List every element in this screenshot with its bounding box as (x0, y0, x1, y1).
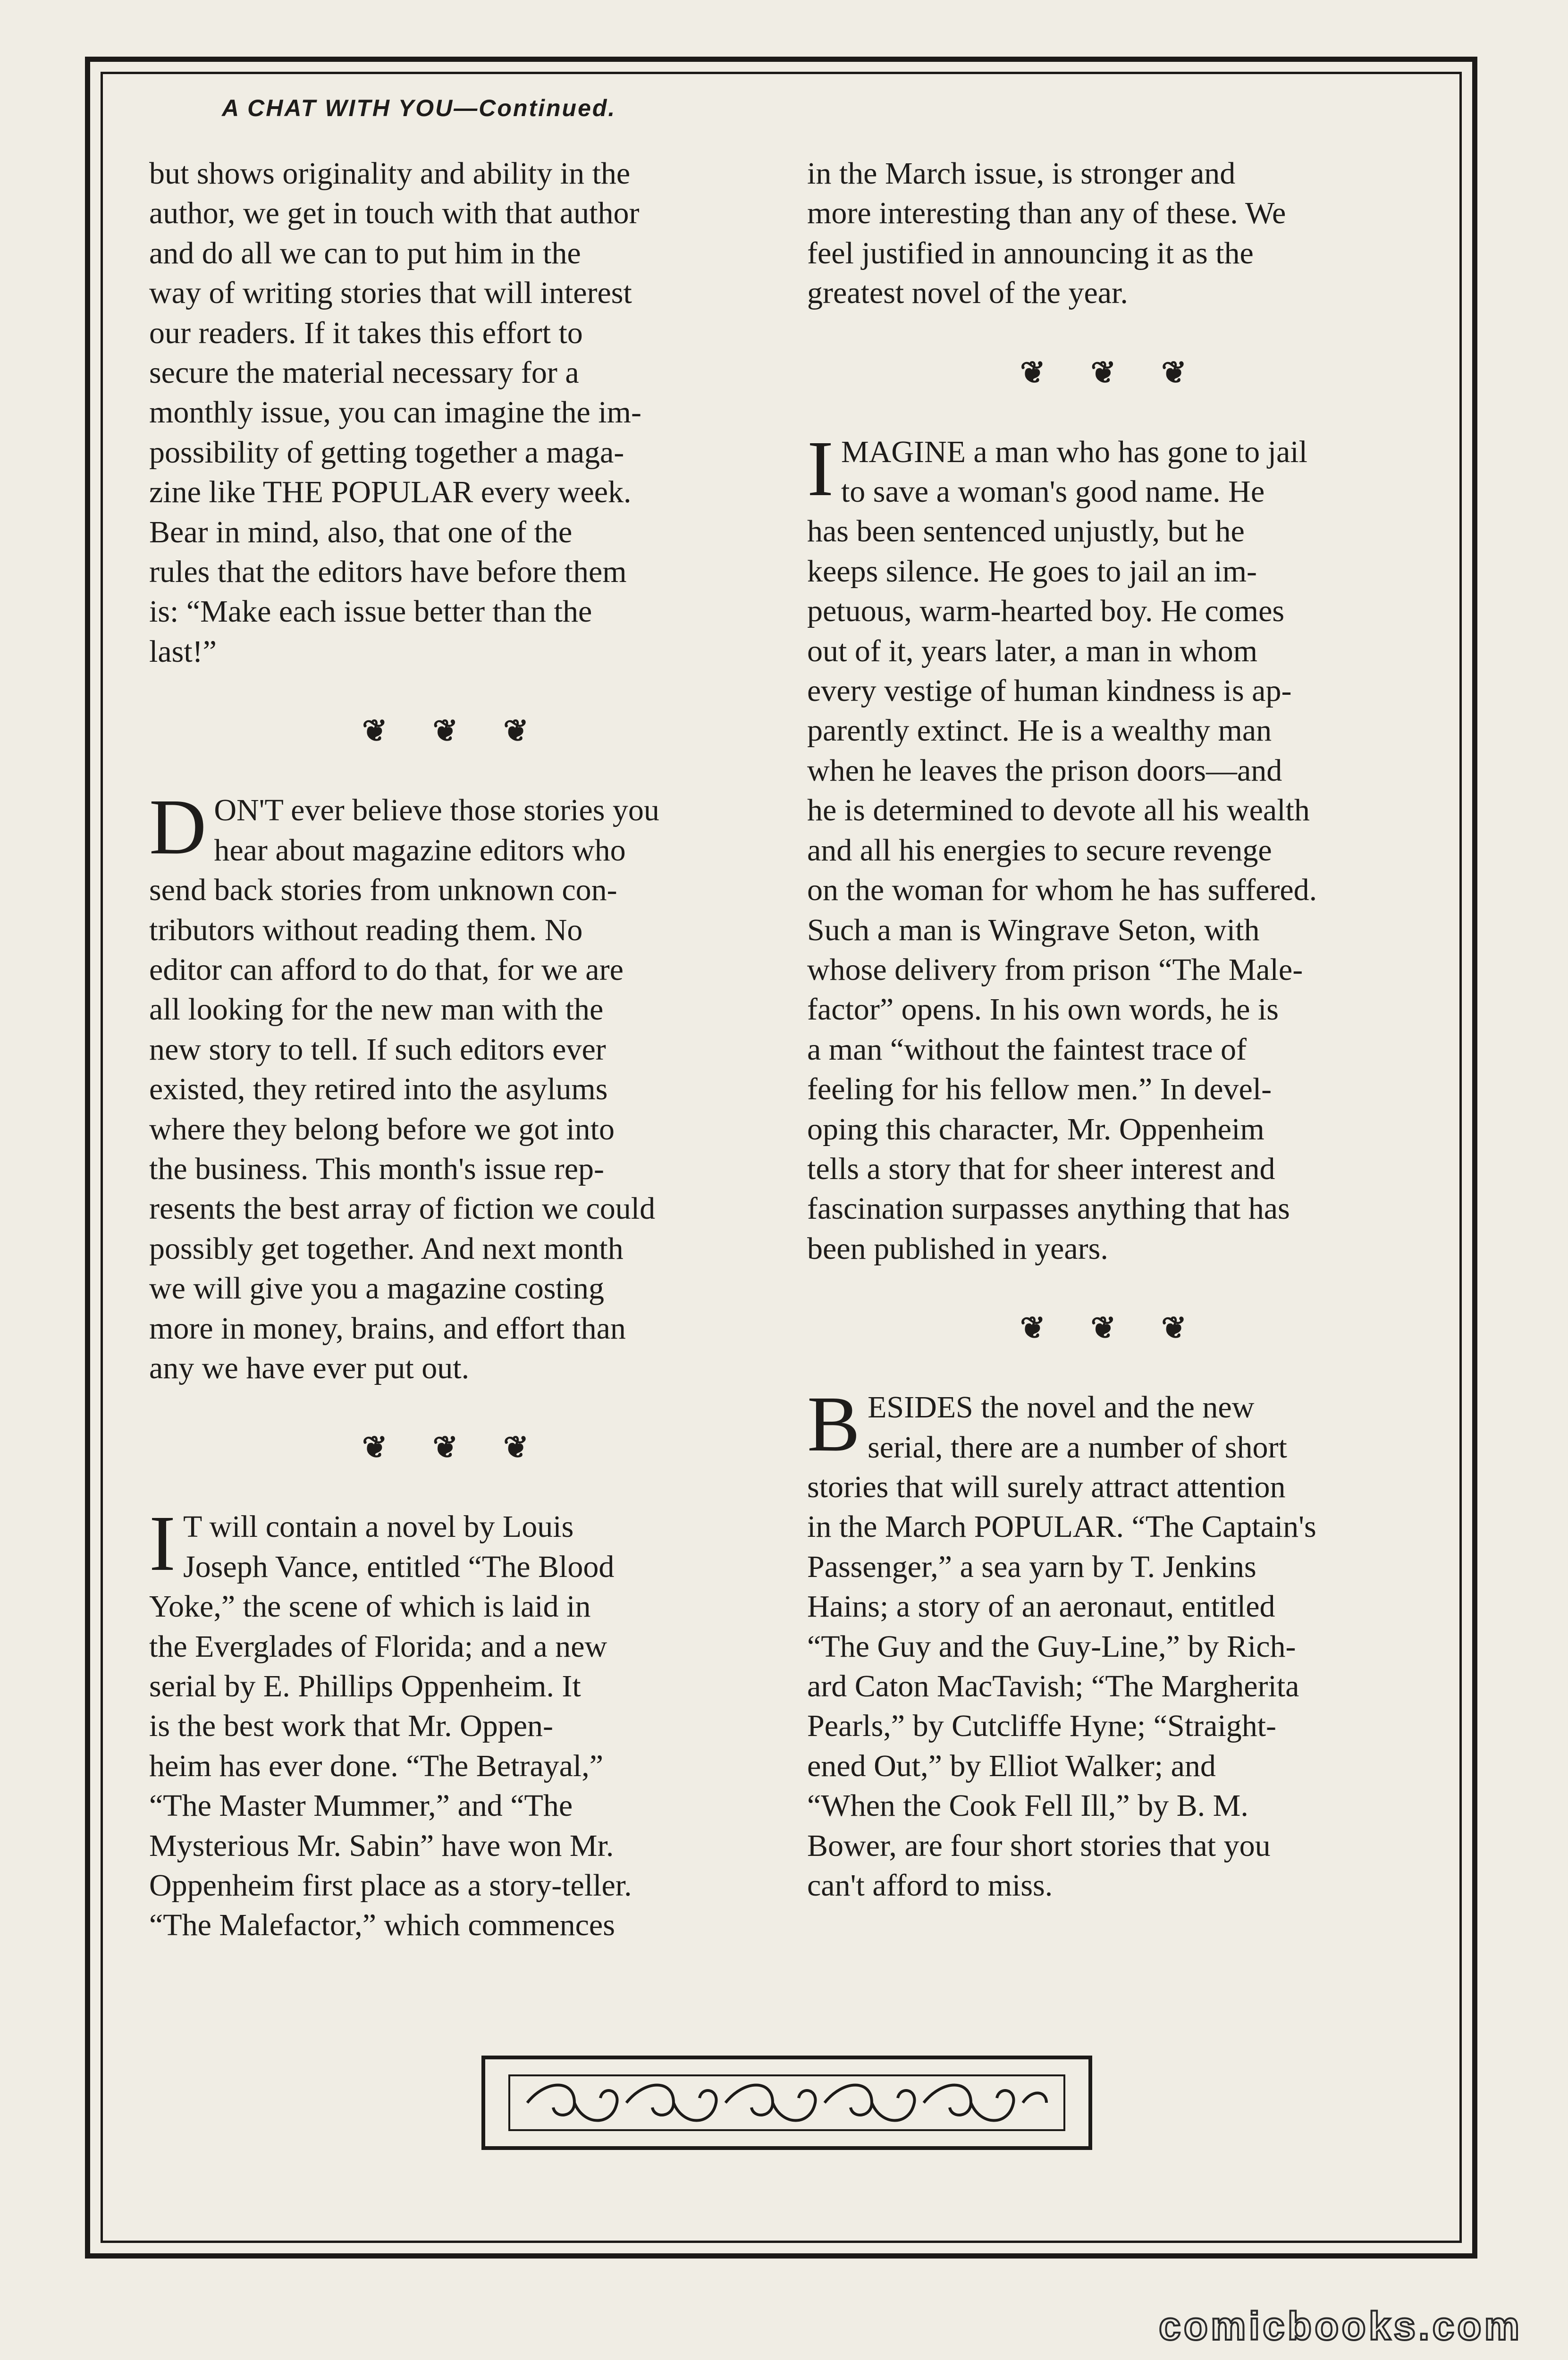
text-line: existed, they retired into the asylums (149, 1072, 608, 1107)
ornament-divider: ❦ ❦ ❦ (362, 1431, 548, 1465)
text-line: “When the Cook Fell Ill,” by B. M. (807, 1788, 1248, 1823)
scroll-ornament-icon (518, 2079, 1056, 2126)
right-paragraph-3-lines (807, 1380, 1418, 1905)
text-line: serial, there are a number of short (868, 1430, 1287, 1465)
text-line: in the March POPULAR. “The Captain's (807, 1509, 1316, 1544)
text-line: has been sentenced unjustly, but he (807, 514, 1245, 549)
text-line: is: “Make each issue better than the (149, 594, 592, 629)
text-line: tells a story that for sheer interest and (807, 1151, 1275, 1186)
text-line: “The Malefactor,” which commences (149, 1908, 615, 1943)
text-line: rules that the editors have before them (149, 555, 627, 590)
footer-ornament-box (481, 2056, 1092, 2150)
text-line: send back stories from unknown con- (149, 873, 617, 908)
drop-cap: D (149, 783, 207, 871)
text-line: can't afford to miss. (807, 1868, 1053, 1903)
text-line: heim has ever done. “The Betrayal,” (149, 1748, 604, 1783)
left-column (149, 154, 760, 1946)
text-line: the business. This month's issue rep- (149, 1151, 604, 1186)
text-line: greatest novel of the year. (807, 276, 1128, 311)
left-paragraph-3-lines (149, 1500, 760, 1945)
text-line: where they belong before we got into (149, 1112, 615, 1146)
text-line: serial by E. Phillips Oppenheim. It (149, 1669, 581, 1703)
text-line: all looking for the new man with the (149, 992, 604, 1027)
text-line: out of it, years later, a man in whom (807, 633, 1258, 668)
text-line: a man “without the faintest trace of (807, 1032, 1247, 1067)
text-line: T will contain a novel by Louis (183, 1509, 574, 1544)
drop-cap: I (807, 424, 834, 513)
text-line: more in money, brains, and effort than (149, 1311, 626, 1346)
text-line: our readers. If it takes this effort to (149, 315, 583, 350)
right-paragraph-2 (807, 424, 1418, 1269)
text-line: MAGINE a man who has gone to jail (841, 434, 1307, 469)
text-line: possibly get together. And next month (149, 1231, 624, 1266)
text-line: he is determined to devote all his wealth (807, 793, 1310, 828)
text-line: keeps silence. He goes to jail an im- (807, 554, 1257, 589)
right-paragraph-3 (807, 1380, 1418, 1905)
text-line: hear about magazine editors who (214, 833, 626, 868)
text-line: fascination surpasses anything that has (807, 1191, 1290, 1226)
text-line: monthly issue, you can imagine the im- (149, 395, 641, 430)
text-line: Such a man is Wingrave Seton, with (807, 912, 1260, 947)
left-paragraph-2 (149, 783, 760, 1388)
text-line: we will give you a magazine costing (149, 1271, 605, 1306)
text-line: Yoke,” the scene of which is laid in (149, 1589, 591, 1624)
text-line: to save a woman's good name. He (841, 474, 1265, 509)
text-line: tributors without reading them. No (149, 912, 583, 947)
text-line: “The Guy and the Guy-Line,” by Rich- (807, 1629, 1296, 1664)
text-line: ON'T ever believe those stories you (214, 793, 659, 828)
text-line: ard Caton MacTavish; “The Margherita (807, 1669, 1299, 1703)
ornament-divider: ❦ ❦ ❦ (1020, 1311, 1206, 1345)
text-line: secure the material necessary for a (149, 355, 579, 390)
text-line: Passenger,” a sea yarn by T. Jenkins (807, 1549, 1256, 1584)
text-line: been published in years. (807, 1231, 1108, 1266)
ornament-divider: ❦ ❦ ❦ (362, 714, 548, 748)
text-line: the Everglades of Florida; and a new (149, 1629, 607, 1664)
text-line: Bear in mind, also, that one of the (149, 514, 573, 549)
text-line: Oppenheim first place as a story-teller. (149, 1868, 632, 1903)
ornament-divider: ❦ ❦ ❦ (1020, 355, 1206, 389)
text-line: “The Master Mummer,” and “The (149, 1788, 573, 1823)
right-column (807, 154, 1418, 1905)
running-header: A CHAT WITH YOU—Continued. (222, 95, 616, 121)
text-line: is the best work that Mr. Oppen- (149, 1709, 554, 1744)
text-line: in the March issue, is stronger and (807, 156, 1236, 191)
text-line: resents the best array of fiction we could (149, 1191, 656, 1226)
text-line: ened Out,” by Elliot Walker; and (807, 1748, 1216, 1783)
text-line: last!” (149, 634, 217, 669)
text-line: factor” opens. In his own words, he is (807, 992, 1279, 1027)
text-line: way of writing stories that will interest (149, 276, 632, 311)
text-line: editor can afford to do that, for we are (149, 952, 624, 987)
text-line: ESIDES the novel and the new (868, 1390, 1255, 1425)
text-line: Pearls,” by Cutcliffe Hyne; “Straight- (807, 1709, 1277, 1744)
scroll-ornament (508, 2074, 1065, 2131)
text-line: whose delivery from prison “The Male- (807, 952, 1303, 987)
site-watermark: comicbooks.com (1159, 2304, 1523, 2348)
text-line: author, we get in touch with that author (149, 196, 640, 231)
left-paragraph-3 (149, 1500, 760, 1945)
text-line: more interesting than any of these. We (807, 196, 1286, 231)
text-line: Joseph Vance, entitled “The Blood (183, 1549, 615, 1584)
text-line: stories that will surely attract attention (807, 1469, 1286, 1504)
left-paragraph-1 (149, 154, 760, 672)
drop-cap: B (807, 1380, 860, 1468)
text-line: oping this character, Mr. Oppenheim (807, 1112, 1265, 1146)
text-line: possibility of getting together a maga- (149, 435, 624, 470)
text-line: and all his energies to secure revenge (807, 833, 1272, 868)
text-line: on the woman for whom he has suffered. (807, 873, 1317, 908)
right-paragraph-2-lines (807, 424, 1418, 1269)
text-line: but shows originality and ability in the (149, 156, 631, 191)
text-line: and do all we can to put him in the (149, 236, 581, 270)
text-line: any we have ever put out. (149, 1350, 470, 1385)
text-line: Mysterious Mr. Sabin” have won Mr. (149, 1828, 614, 1863)
text-line: feeling for his fellow men.” In devel- (807, 1072, 1272, 1107)
text-line: every vestige of human kindness is ap- (807, 674, 1292, 708)
text-line: new story to tell. If such editors ever (149, 1032, 606, 1067)
text-line: parently extinct. He is a wealthy man (807, 713, 1272, 748)
drop-cap: I (149, 1500, 176, 1588)
text-line: Hains; a story of an aeronaut, entitled (807, 1589, 1275, 1624)
left-paragraph-2-lines (149, 783, 760, 1388)
text-line: when he leaves the prison doors—and (807, 753, 1282, 788)
text-line: feel justified in announcing it as the (807, 236, 1254, 270)
text-line: zine like THE POPULAR every week. (149, 475, 632, 510)
text-line: petuous, warm-hearted boy. He comes (807, 594, 1285, 629)
text-line: Bower, are four short stories that you (807, 1828, 1271, 1863)
right-paragraph-1 (807, 154, 1418, 313)
